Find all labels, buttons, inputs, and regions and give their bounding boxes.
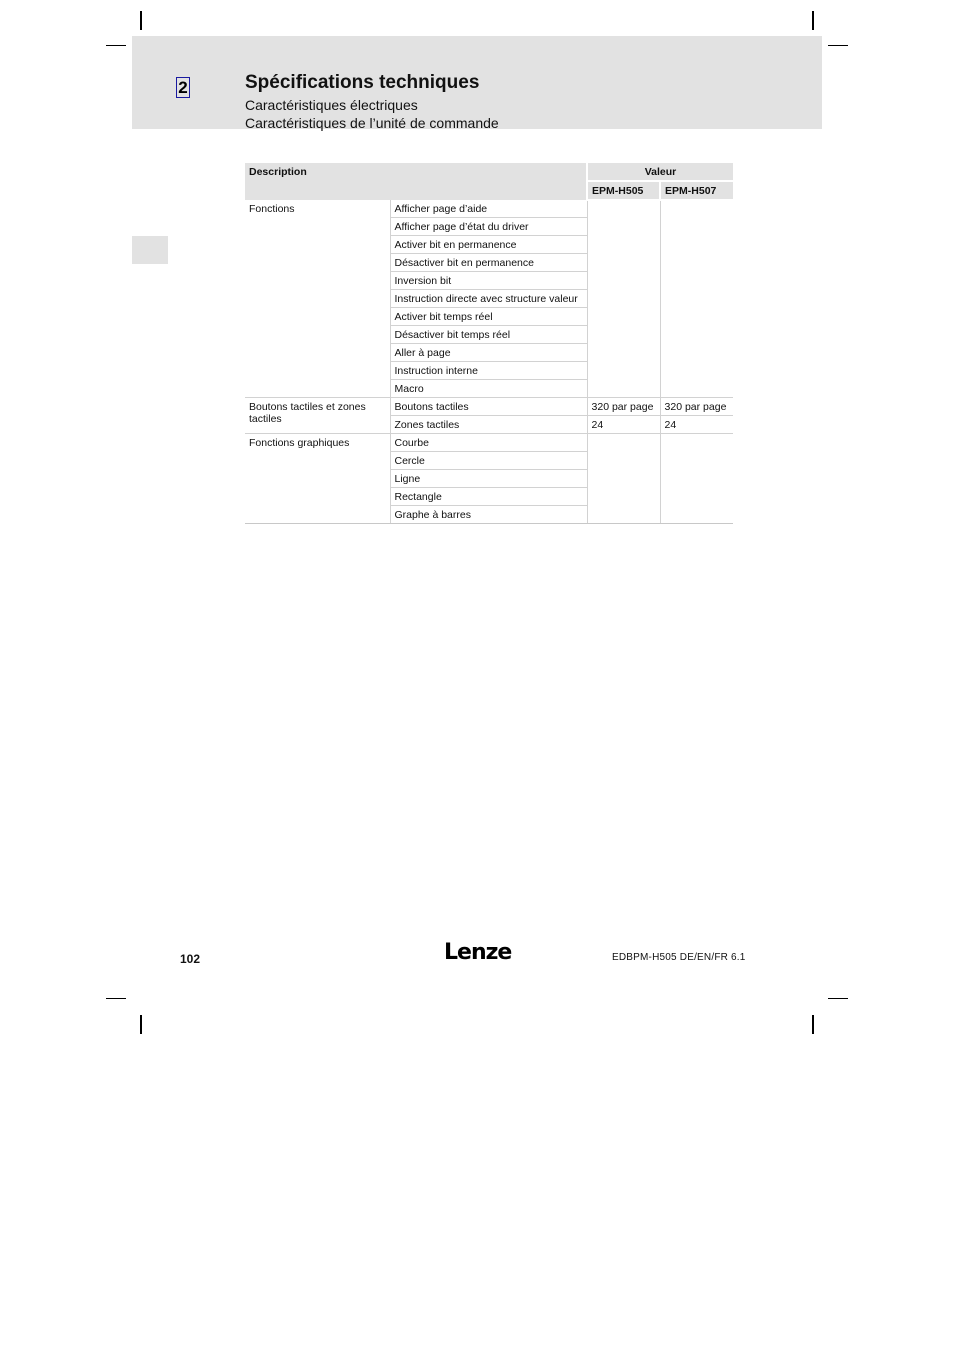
crop-mark [812, 11, 814, 30]
page-subtitle-2: Caractéristiques de l’unité de commande [245, 115, 499, 131]
function-row: Macro [390, 380, 587, 398]
header-value: Valeur [587, 163, 733, 181]
group-label-touch: Boutons tactiles et zones tactiles [245, 398, 390, 434]
page-number: 102 [180, 952, 201, 966]
crop-mark [828, 998, 848, 999]
function-row: Instruction interne [390, 362, 587, 380]
touch-buttons-h505: 320 par page [587, 398, 660, 416]
value-cell-h507 [660, 200, 733, 398]
lenze-logo: Lenze [444, 940, 512, 965]
value-cell-h505 [587, 200, 660, 398]
crop-mark [812, 1015, 814, 1034]
graphics-row: Rectangle [390, 488, 587, 506]
function-row: Instruction directe avec structure valeur [390, 290, 587, 308]
crop-mark [140, 11, 142, 30]
touch-buttons-h507: 320 par page [660, 398, 733, 416]
chapter-side-tab [132, 236, 168, 264]
graphics-row: Ligne [390, 470, 587, 488]
group-label-graphics: Fonctions graphiques [245, 434, 390, 524]
function-row: Activer bit en permanence [390, 236, 587, 254]
value-cell-h505 [587, 434, 660, 524]
header-model-h507: EPM-H507 [660, 181, 733, 200]
spec-table [245, 163, 733, 524]
value-cell-h507 [660, 434, 733, 524]
touch-row-name: Boutons tactiles [390, 398, 587, 416]
function-row: Afficher page d’état du driver [390, 218, 587, 236]
group-label-fonctions: Fonctions [245, 200, 390, 398]
page-subtitle-1: Caractéristiques électriques [245, 97, 418, 113]
touch-row-name: Zones tactiles [390, 416, 587, 434]
header-description: Description [245, 163, 587, 200]
graphics-row: Courbe [390, 434, 587, 452]
document-id: EDBPM-H505 DE/EN/FR 6.1 [612, 952, 746, 963]
chapter-number[interactable]: 2 [176, 77, 190, 98]
function-row: Activer bit temps réel [390, 308, 587, 326]
crop-mark [106, 998, 126, 999]
graphics-row: Graphe à barres [390, 506, 587, 524]
function-row: Aller à page [390, 344, 587, 362]
crop-mark [140, 1015, 142, 1034]
crop-mark [828, 45, 848, 46]
touch-zones-h505: 24 [587, 416, 660, 434]
function-row: Afficher page d’aide [390, 200, 587, 218]
crop-mark [106, 45, 126, 46]
graphics-row: Cercle [390, 452, 587, 470]
touch-zones-h507: 24 [660, 416, 733, 434]
function-row: Désactiver bit en permanence [390, 254, 587, 272]
function-row: Désactiver bit temps réel [390, 326, 587, 344]
header-model-h505: EPM-H505 [587, 181, 660, 200]
page-title: Spécifications techniques [245, 72, 480, 93]
function-row: Inversion bit [390, 272, 587, 290]
